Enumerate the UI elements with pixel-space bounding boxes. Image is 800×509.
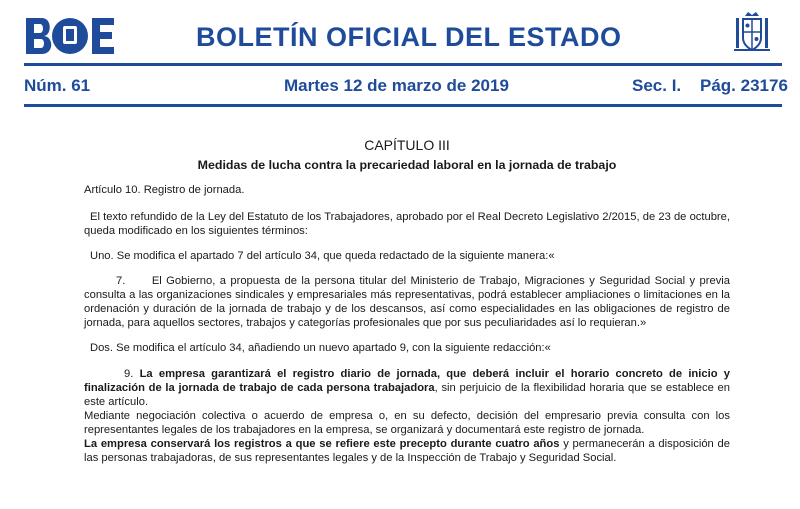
- paragraph-9-number: 9.: [124, 368, 134, 380]
- paragraph-uno: Uno. Se modifica el apartado 7 del artículo 34, que queda redactado de la siguiente manera:«: [90, 250, 555, 262]
- coat-of-arms-icon: [732, 10, 772, 56]
- section-label: Sec. I.: [632, 76, 682, 95]
- document-body: [84, 137, 734, 465]
- paragraph-conservacion-rest: y permanecerán a disposición de las personas trabajadoras, de sus representantes legales y de la Inspección de Trabajo y Seguridad Social.: [84, 438, 730, 464]
- page-title: BOLETÍN OFICIAL DEL ESTADO: [196, 22, 622, 52]
- issue-info-row: [24, 76, 788, 98]
- paragraph-conservacion-bold: La empresa conservará los registros a que se refiere este precepto durante cuatro años: [84, 438, 560, 450]
- paragraph-9-rest: , sin perjuicio de la flexibilidad horaria que se establece en este artículo.: [84, 382, 730, 408]
- chapter-heading: CAPÍTULO III: [364, 137, 450, 153]
- header-rule-top: [24, 63, 782, 66]
- chapter-subtitle: Medidas de lucha contra la precariedad laboral en la jornada de trabajo: [197, 158, 617, 172]
- issue-number: Núm. 61: [24, 76, 91, 95]
- paragraph-conservacion: [84, 437, 730, 465]
- issue-date: Martes 12 de marzo de 2019: [284, 76, 509, 95]
- article-heading: Artículo 10. Registro de jornada.: [84, 184, 245, 196]
- document-header: [0, 0, 800, 120]
- paragraph-negociacion: Mediante negociación colectiva o acuerdo de empresa o, en su defecto, decisión del empresario previa consulta con los representantes legales de los trabajadores en la empresa, se organizará y documentará este registro de jornada.: [84, 410, 730, 436]
- page-number: Pág. 23176: [700, 76, 788, 95]
- intro-paragraph: El texto refundido de la Ley del Estatuto de los Trabajadores, aprobado por el Real Decreto Legislativo 2/2015, de 23 de octubre, queda modificado en los siguientes términos:: [84, 211, 730, 237]
- paragraph-dos: Dos. Se modifica el artículo 34, añadiendo un nuevo apartado 9, con la siguiente redacción:«: [90, 342, 551, 354]
- boe-logo: [24, 16, 116, 56]
- header-rule-bottom: [24, 104, 782, 107]
- paragraph-7: 7. El Gobierno, a propuesta de la persona titular del Ministerio de Trabajo, Migraciones y Seguridad Social y previa consulta a las organizaciones sindicales y empresariales más representativas, podrá establecer ampliaciones o limitaciones en la ordenación y duración de la jornada de trabajo y de los descansos, así como especialidades en las obligaciones de registro de jornada, para aquellos sectores, trabajos y categorías profesionales que por sus peculiaridades así lo requieran.»: [84, 275, 734, 329]
- paragraph-9: [84, 367, 730, 409]
- paragraph-9-bold: La empresa garantizará el registro diario de jornada, que deberá incluir el horario concreto de inicio y finalización de la jornada de trabajo de cada persona trabajadora: [84, 368, 730, 394]
